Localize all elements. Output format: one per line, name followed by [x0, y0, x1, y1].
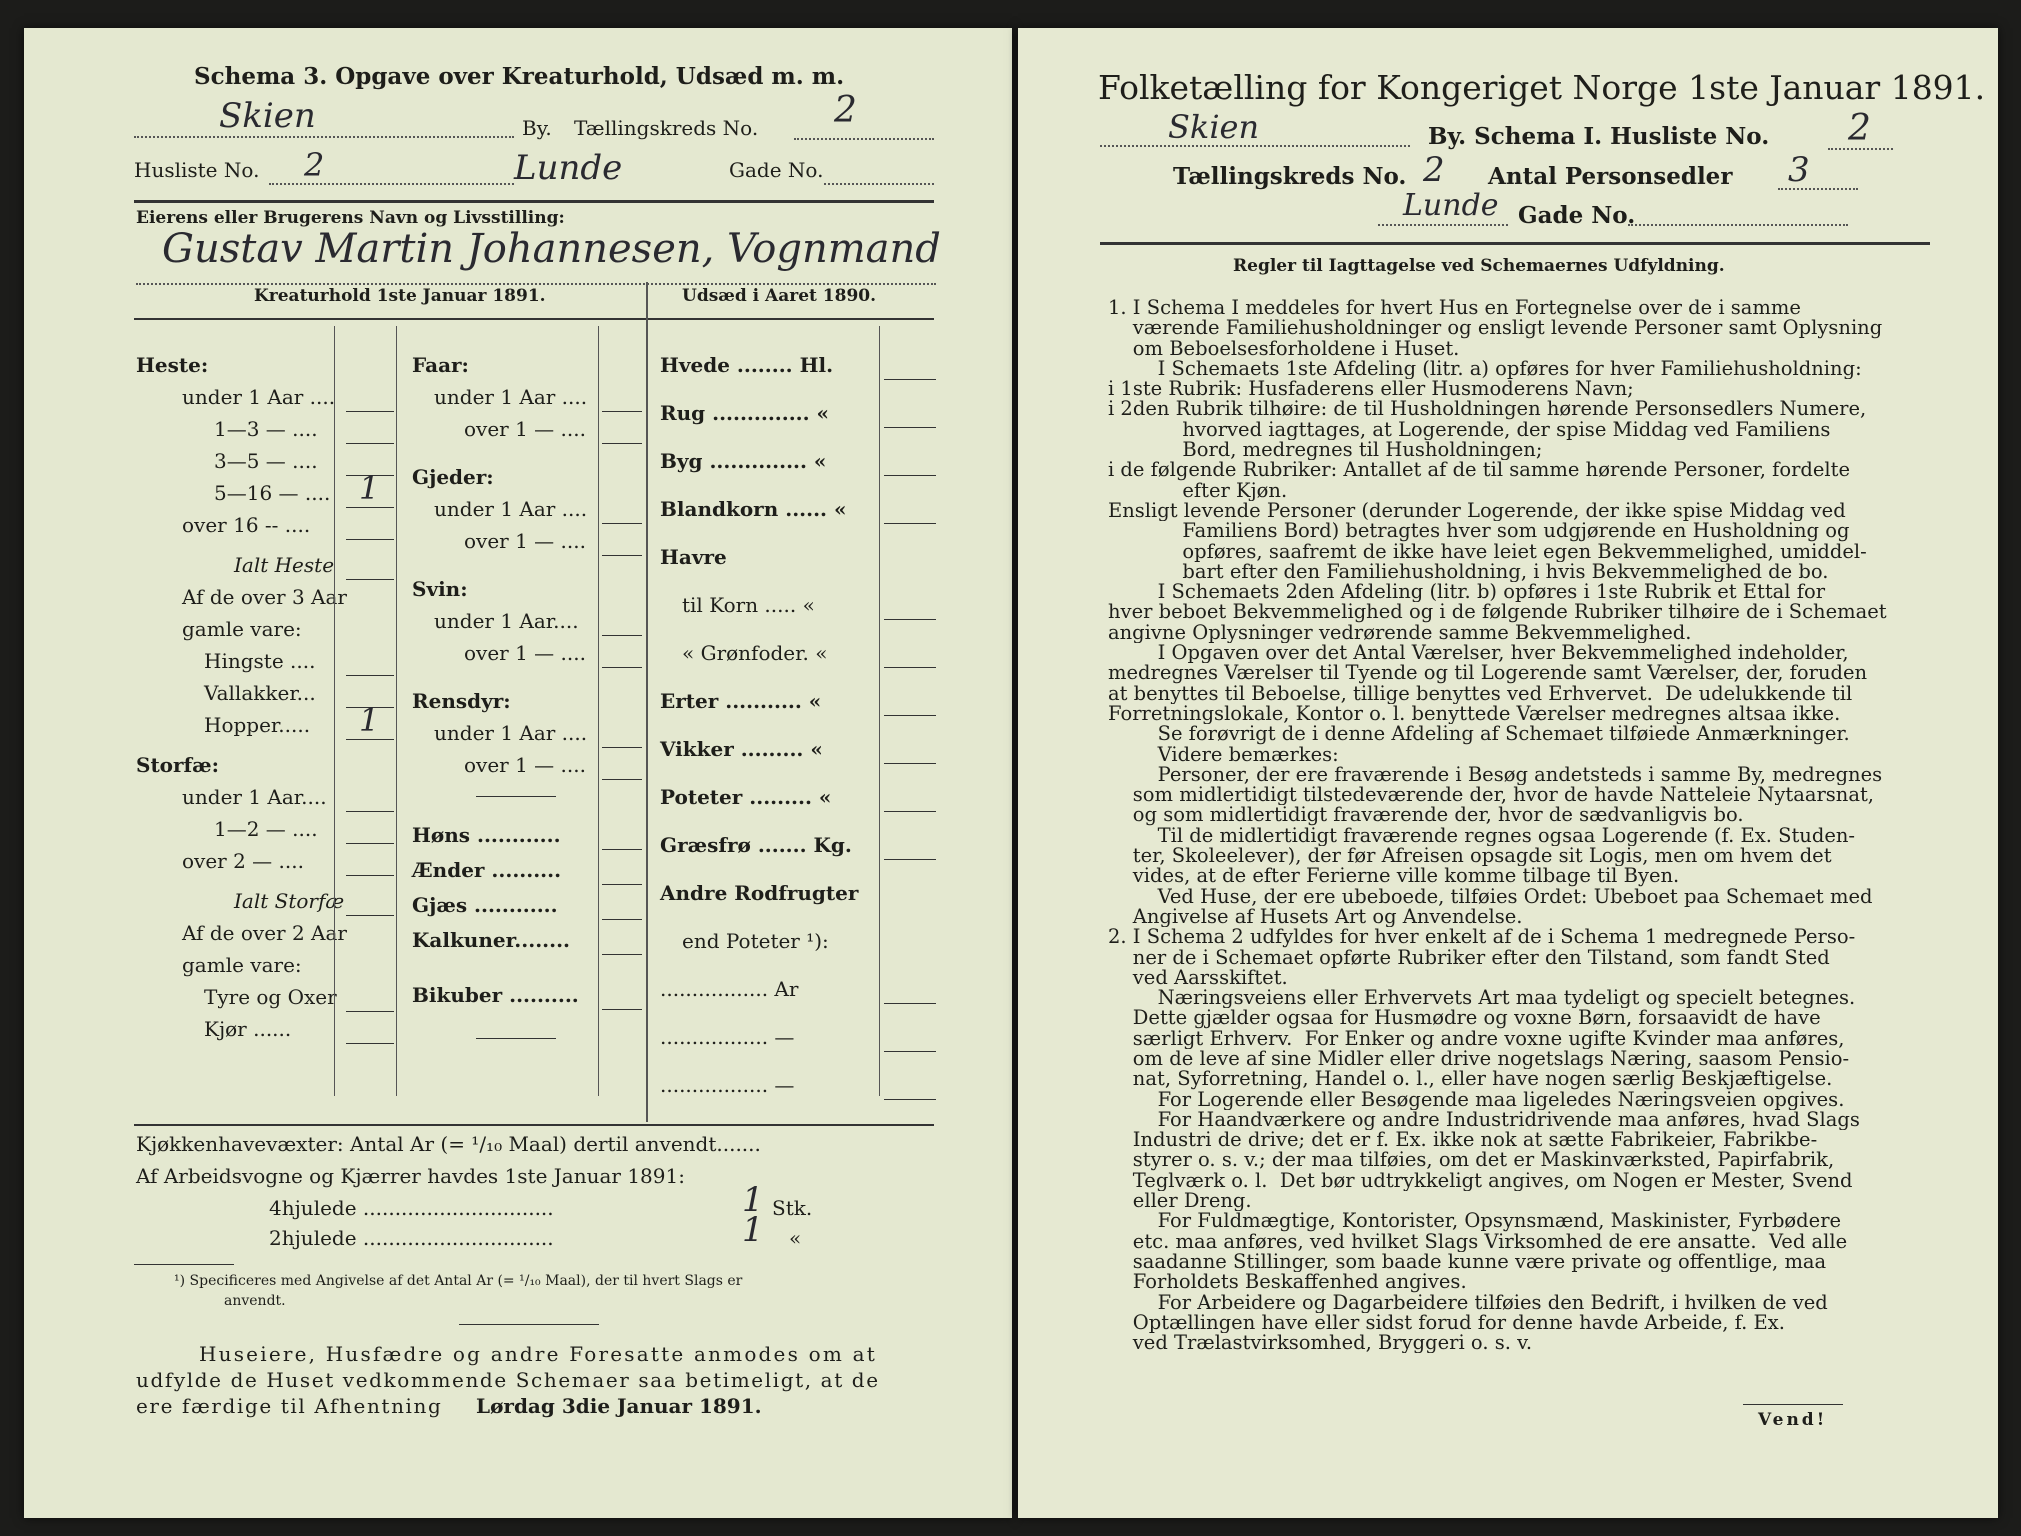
- livestock-row-label: over 1 — ....: [464, 529, 586, 553]
- rule-line: Bord, medregnes til Husholdningen;: [1108, 440, 1543, 461]
- kreds-label: Tællingskreds No.: [574, 116, 759, 140]
- entry-line: [602, 849, 642, 850]
- livestock-row-label: Faar:: [412, 353, 469, 377]
- hjul4-label: 4hjulede ..............................: [269, 1196, 554, 1220]
- column-divider: [879, 326, 880, 1096]
- gade-handwritten: Lunde: [514, 148, 623, 188]
- livestock-row-label: under 1 Aar ....: [434, 721, 588, 745]
- rule-line: For Fuldmægtige, Kontorister, Opsynsmænd, Maskinister, Fyrbødere: [1108, 1211, 1842, 1232]
- entry-line: [884, 811, 936, 812]
- livestock-row-label: Heste:: [136, 353, 209, 377]
- rule-line: Se forøvrigt de i denne Afdeling af Schemaet tilføiede Anmærkninger.: [1108, 724, 1850, 745]
- column-divider: [598, 326, 599, 1096]
- entry-line: [346, 675, 394, 676]
- livestock-row-label: Vallakker...: [204, 681, 316, 705]
- rule-line: Dette gjælder ogsaa for Husmødre og voxne Børn, forsaavidt de have: [1108, 1008, 1821, 1029]
- livestock-count: 1: [359, 701, 380, 739]
- entry-line: [602, 954, 642, 955]
- livestock-row-label: under 1 Aar....: [182, 785, 327, 809]
- rule-line: bart efter den Familiehusholdning, i hvis Bekvemmelighed de bo.: [1108, 561, 1829, 583]
- rule-line: efter Kjøn.: [1108, 480, 1288, 501]
- livestock-row-label: 1—3 — ....: [214, 417, 318, 441]
- rule-line: styrer o. s. v.; der maa tilføies, om det er Maskinværksted, Papirfabrik,: [1108, 1150, 1835, 1171]
- rules-text: [1108, 298, 1928, 1353]
- rule-line: 2. I Schema 2 udfyldes for hver enkelt af de i Schema 1 medregnede Perso-: [1108, 927, 1856, 948]
- livestock-row-label: Ænder ..........: [412, 858, 562, 882]
- hjul2-unit: «: [789, 1226, 802, 1250]
- entry-line: [884, 523, 936, 524]
- entry-line: [884, 379, 936, 380]
- livestock-row-label: gamle vare:: [182, 953, 302, 977]
- seed-row-label: Græsfrø ....... Kg.: [660, 833, 852, 857]
- entry-line: [602, 1009, 642, 1010]
- livestock-row-label: under 1 Aar ....: [434, 497, 588, 521]
- livestock-row-label: over 1 — ....: [464, 417, 586, 441]
- kreaturhold-header: Kreaturhold 1ste Januar 1891.: [254, 286, 546, 306]
- livestock-row-label: under 1 Aar ....: [434, 385, 588, 409]
- entry-line: [602, 884, 642, 885]
- entry-line: [346, 915, 394, 916]
- footnote-line-2: anvendt.: [224, 1293, 286, 1309]
- closing-line-2: udfylde de Huset vedkommende Schemaer saa betimeligt, at de: [136, 1368, 880, 1392]
- rule-line: Industri de drive; det er f. Ex. ikke nok at sætte Fabrikeier, Fabrikbe-: [1108, 1130, 1818, 1151]
- rule-line: ter, Skoleelever), der før Afreisen opsagde sit Logis, men om hvem det: [1108, 846, 1832, 867]
- owner-handwritten: Gustav Martin Johannesen, Vognmand: [162, 226, 941, 272]
- separator-line: [476, 1038, 556, 1039]
- entry-line: [602, 555, 642, 556]
- right-page: [1018, 28, 1998, 1518]
- rule-line: Personer, der ere fraværende i Besøg andetsteds i samme By, medregnes: [1108, 764, 1883, 786]
- entry-line: [884, 859, 936, 860]
- entry-line: [884, 427, 936, 428]
- entry-line: [346, 443, 394, 444]
- entry-line: [884, 1099, 936, 1100]
- livestock-row-label: Kalkuner........: [412, 928, 571, 952]
- seed-row-label: Hvede ........ Hl.: [660, 353, 834, 377]
- entry-line: [884, 619, 936, 620]
- gade-handwritten-right: Lunde: [1403, 188, 1499, 223]
- antal-label: Antal Personsedler: [1488, 163, 1733, 190]
- rule-line: og som midlertidigt fraværende der, hvor de sædvanligvis bo.: [1108, 805, 1744, 826]
- entry-line: [602, 443, 642, 444]
- seed-row-label: Rug .............. «: [660, 401, 830, 425]
- entry-line: [602, 411, 642, 412]
- livestock-row-label: Hopper.....: [204, 713, 311, 737]
- entry-line: [602, 747, 642, 748]
- arbeidsvogne-line: Af Arbeidsvogne og Kjærrer havdes 1ste Januar 1891:: [136, 1164, 685, 1188]
- rule-line: Ved Huse, der ere ubeboede, tilføies Ordet: Ubeboet paa Schemaet med: [1108, 886, 1873, 907]
- seed-row-label: Poteter ......... «: [660, 785, 832, 809]
- entry-line: [884, 715, 936, 716]
- livestock-row-label: Ialt Heste: [234, 553, 335, 577]
- livestock-row-label: Kjør ......: [204, 1017, 292, 1041]
- kreds-handwritten: 2: [834, 90, 857, 131]
- entry-line: [602, 919, 642, 920]
- hjul4-value: 1: [742, 1180, 764, 1220]
- entry-line: [346, 1043, 394, 1044]
- rule-line: ner de i Schemaet opførte Rubriker efter den Tilstand, som fandt Sted: [1108, 947, 1830, 968]
- rule-line: For Logerende eller Besøgende maa ligeledes Næringsveien opgives.: [1108, 1089, 1845, 1110]
- census-title: Folketælling for Kongeriget Norge 1ste Januar 1891.: [1098, 68, 1986, 107]
- column-divider: [334, 326, 335, 1096]
- seed-row-label: Andre Rodfrugter: [660, 881, 859, 905]
- vend-label: Vend!: [1758, 1410, 1828, 1430]
- livestock-row-label: over 2 — ....: [182, 849, 304, 873]
- livestock-row-label: over 1 — ....: [464, 753, 586, 777]
- closing-line-1: Huseiere, Husfædre og andre Foresatte anmodes om at: [199, 1342, 877, 1366]
- entry-line: [884, 475, 936, 476]
- rule-line: hvorved iagttages, at Logerende, der spise Middag ved Familiens: [1108, 419, 1831, 441]
- rule-line: Teglværk o. l. Det bør udtrykkeligt angives, om Nogen er Mester, Svend: [1108, 1170, 1853, 1192]
- seed-row-label: ................. —: [660, 1025, 795, 1049]
- antal-handwritten: 3: [1788, 150, 1810, 190]
- rule-line: værende Familiehusholdninger og ensligt levende Personer samt Oplysning: [1108, 318, 1883, 339]
- livestock-row-label: Rensdyr:: [412, 689, 511, 713]
- seed-row-label: til Korn ..... «: [682, 593, 815, 617]
- column-divider: [396, 326, 397, 1096]
- rule-line: i de følgende Rubriker: Antallet af de til samme hørende Personer, fordelte: [1108, 460, 1851, 481]
- rule-line: Ensligt levende Personer (derunder Logerende, der ikke spise Middag ved: [1108, 500, 1846, 522]
- rule-line: vides, at de efter Ferierne ville komme tilbage til Byen.: [1108, 866, 1680, 887]
- footnote-line-1: ¹) Specificeres med Angivelse af det Antal Ar (= ¹/₁₀ Maal), der til hvert Slags er: [174, 1273, 743, 1289]
- hjul4-unit: Stk.: [772, 1196, 813, 1220]
- rule-line: Forholdets Beskaffenhed angives.: [1108, 1272, 1467, 1293]
- closing-line-3a: ere færdige til Afhentning: [136, 1394, 443, 1418]
- livestock-row-label: over 1 — ....: [464, 641, 586, 665]
- owner-label: Eierens eller Brugerens Navn og Livsstilling:: [136, 208, 565, 228]
- rule-line: For Arbeidere og Dagarbeidere tilføies den Bedrift, i hvilken de ved: [1108, 1292, 1828, 1313]
- rule-line: i 2den Rubrik tilhøire: de til Husholdningen hørende Personsedlers Numere,: [1108, 399, 1867, 420]
- entry-line: [602, 635, 642, 636]
- rule-line: saadanne Stillinger, som baade kunne være private og offentlige, maa: [1108, 1251, 1827, 1273]
- rule-line: I Opgaven over det Antal Værelser, hver Bekvemmelighed indeholder,: [1108, 643, 1849, 664]
- entry-line: [602, 523, 642, 524]
- livestock-count: 1: [359, 469, 380, 507]
- rule-line: Familiens Bord) betragtes hver som udgjørende en Husholdning og: [1108, 521, 1850, 542]
- livestock-row-label: over 16 -- ....: [182, 513, 311, 537]
- entry-line: [884, 1051, 936, 1052]
- rule-line: ved Trælastvirksomhed, Bryggeri o. s. v.: [1108, 1333, 1533, 1354]
- entry-line: [346, 579, 394, 580]
- rule-line: Videre bemærkes:: [1108, 744, 1339, 765]
- rule-line: angivne Oplysninger vedrørende samme Bekvemmelighed.: [1108, 622, 1692, 644]
- livestock-row-label: Svin:: [412, 577, 468, 601]
- entry-line: [602, 667, 642, 668]
- livestock-row-label: Af de over 2 Aar: [182, 921, 347, 945]
- by-schema-husliste: By. Schema I. Husliste No.: [1428, 123, 1770, 150]
- livestock-row-label: Tyre og Oxer: [204, 985, 337, 1009]
- rule-line: Forretningslokale, Kontor o. l. benyttede Værelser medregnes altsaa ikke.: [1108, 703, 1841, 725]
- kreds-label-right: Tællingskreds No.: [1173, 163, 1407, 190]
- seed-row-label: Erter ........... «: [660, 689, 822, 713]
- seed-row-label: Blandkorn ...... «: [660, 497, 847, 521]
- rule-line: i 1ste Rubrik: Husfaderens eller Husmoderens Navn;: [1108, 379, 1634, 400]
- rule-line: ved Aarsskiftet.: [1108, 967, 1288, 989]
- livestock-row-label: under 1 Aar....: [434, 609, 579, 633]
- seed-row-label: ................. Ar: [660, 977, 799, 1001]
- rule-line: nat, Syforretning, Handel o. l., eller have nogen særlig Beskjæftigelse.: [1108, 1069, 1833, 1090]
- rule-line: opføres, saafremt de ikke have leiet egen Bekvemmelighed, umiddel-: [1108, 541, 1867, 562]
- livestock-row-label: gamle vare:: [182, 617, 302, 641]
- rule-line: I Schemaets 1ste Afdeling (litr. a) opføres for hver Familiehusholdning:: [1108, 358, 1862, 380]
- rule-line: etc. maa anføres, ved hvilket Slags Virksomhed de ere ansatte. Ved alle: [1108, 1231, 1848, 1252]
- kreds-handwritten-right: 2: [1423, 150, 1445, 190]
- rule-line: hver beboet Bekvemmelighed og i de følgende Rubriker tilhøire de i Schemaet: [1108, 602, 1887, 623]
- by-label: By.: [522, 116, 552, 140]
- hjul2-value: 1: [742, 1210, 764, 1250]
- rule-line: eller Dreng.: [1108, 1191, 1252, 1212]
- entry-line: [884, 1003, 936, 1004]
- seed-row-label: Byg .............. «: [660, 449, 827, 473]
- rule-line: om Beboelsesforholdene i Huset.: [1108, 338, 1460, 359]
- schema3-title: Schema 3. Opgave over Kreaturhold, Udsæd m. m.: [194, 63, 845, 90]
- livestock-row-label: Hingste ....: [204, 649, 316, 673]
- livestock-row-label: Ialt Storfæ: [234, 889, 345, 913]
- husliste-handwritten-right: 2: [1848, 108, 1871, 149]
- entry-line: [346, 811, 394, 812]
- rule-line: om de leve af sine Midler eller drive nogetslags Næring, saasom Pensio-: [1108, 1048, 1850, 1070]
- seed-row-label: « Grønfoder. «: [682, 641, 828, 665]
- rule-line: Næringsveiens eller Erhvervets Art maa tydeligt og specielt betegnes.: [1108, 988, 1856, 1009]
- separator-line: [476, 796, 556, 797]
- entry-line: [884, 763, 936, 764]
- seed-row-label: Vikker ......... «: [660, 737, 823, 761]
- closing-line-3b: Lørdag 3die Januar 1891.: [476, 1394, 762, 1418]
- livestock-row-label: 3—5 — ....: [214, 449, 318, 473]
- udsaed-header: Udsæd i Aaret 1890.: [682, 286, 877, 306]
- gade-label: Gade No.: [729, 158, 824, 182]
- entry-line: [602, 779, 642, 780]
- rule-line: For Haandværkere og andre Industridrivende maa anføres, hvad Slags: [1108, 1109, 1860, 1131]
- gade-label-right: Gade No.: [1518, 202, 1636, 229]
- livestock-row-label: Bikuber ..........: [412, 983, 579, 1007]
- livestock-row-label: Storfæ:: [136, 753, 220, 777]
- seed-row-label: Havre: [660, 545, 727, 569]
- livestock-row-label: Af de over 3 Aar: [182, 585, 347, 609]
- seed-row-label: ................. —: [660, 1073, 795, 1097]
- rule-line: Optællingen have eller sidst forud for denne havde Arbeide, f. Ex.: [1108, 1312, 1785, 1334]
- livestock-row-label: Gjæs ............: [412, 893, 558, 917]
- livestock-row-label: Gjeder:: [412, 465, 494, 489]
- left-page: [24, 28, 1012, 1518]
- entry-line: [346, 739, 394, 740]
- rule-line: som midlertidigt tilstedeværende der, hvor de havde Natteleie Nytaarsnat,: [1108, 785, 1874, 806]
- rule-line: Til de midlertidigt fraværende regnes ogsaa Logerende (f. Ex. Studen-: [1108, 825, 1856, 847]
- city-handwritten: Skien: [219, 96, 316, 136]
- rule-line: medregnes Værelser til Tyende og til Logerende samt Værelser, der, foruden: [1108, 663, 1868, 684]
- livestock-row-label: 5—16 — ....: [214, 481, 331, 505]
- rule-line: særligt Erhverv. For Enker og andre voxne ugifte Kvinder maa anføres,: [1108, 1028, 1845, 1049]
- livestock-row-label: Høns ............: [412, 823, 561, 847]
- husliste-handwritten: 2: [304, 146, 325, 184]
- rule-line: Angivelse af Husets Art og Anvendelse.: [1108, 906, 1523, 928]
- entry-line: [346, 507, 394, 508]
- rule-line: I Schemaets 2den Afdeling (litr. b) opføres i 1ste Rubrik et Ettal for: [1108, 582, 1826, 603]
- livestock-row-label: 1—2 — ....: [214, 817, 318, 841]
- city-handwritten-right: Skien: [1168, 108, 1260, 146]
- entry-line: [884, 667, 936, 668]
- entry-line: [346, 843, 394, 844]
- kjokkenhave-line: Kjøkkenhavevæxter: Antal Ar (= ¹/₁₀ Maal) dertil anvendt.......: [136, 1132, 761, 1156]
- entry-line: [346, 539, 394, 540]
- rule-line: at benyttes til Beboelse, tillige benyttes ved Erhvervet. De udelukkende til: [1108, 683, 1853, 704]
- husliste-label: Husliste No.: [134, 158, 260, 182]
- livestock-row-label: under 1 Aar ....: [182, 385, 336, 409]
- hjul2-label: 2hjulede ..............................: [269, 1226, 554, 1250]
- entry-line: [346, 411, 394, 412]
- entry-line: [346, 1011, 394, 1012]
- seed-row-label: end Poteter ¹):: [682, 929, 829, 953]
- rule-line: 1. I Schema I meddeles for hvert Hus en Fortegnelse over de i samme: [1108, 298, 1801, 319]
- rules-title: Regler til Iagttagelse ved Schemaernes Udfyldning.: [1233, 256, 1725, 276]
- entry-line: [346, 875, 394, 876]
